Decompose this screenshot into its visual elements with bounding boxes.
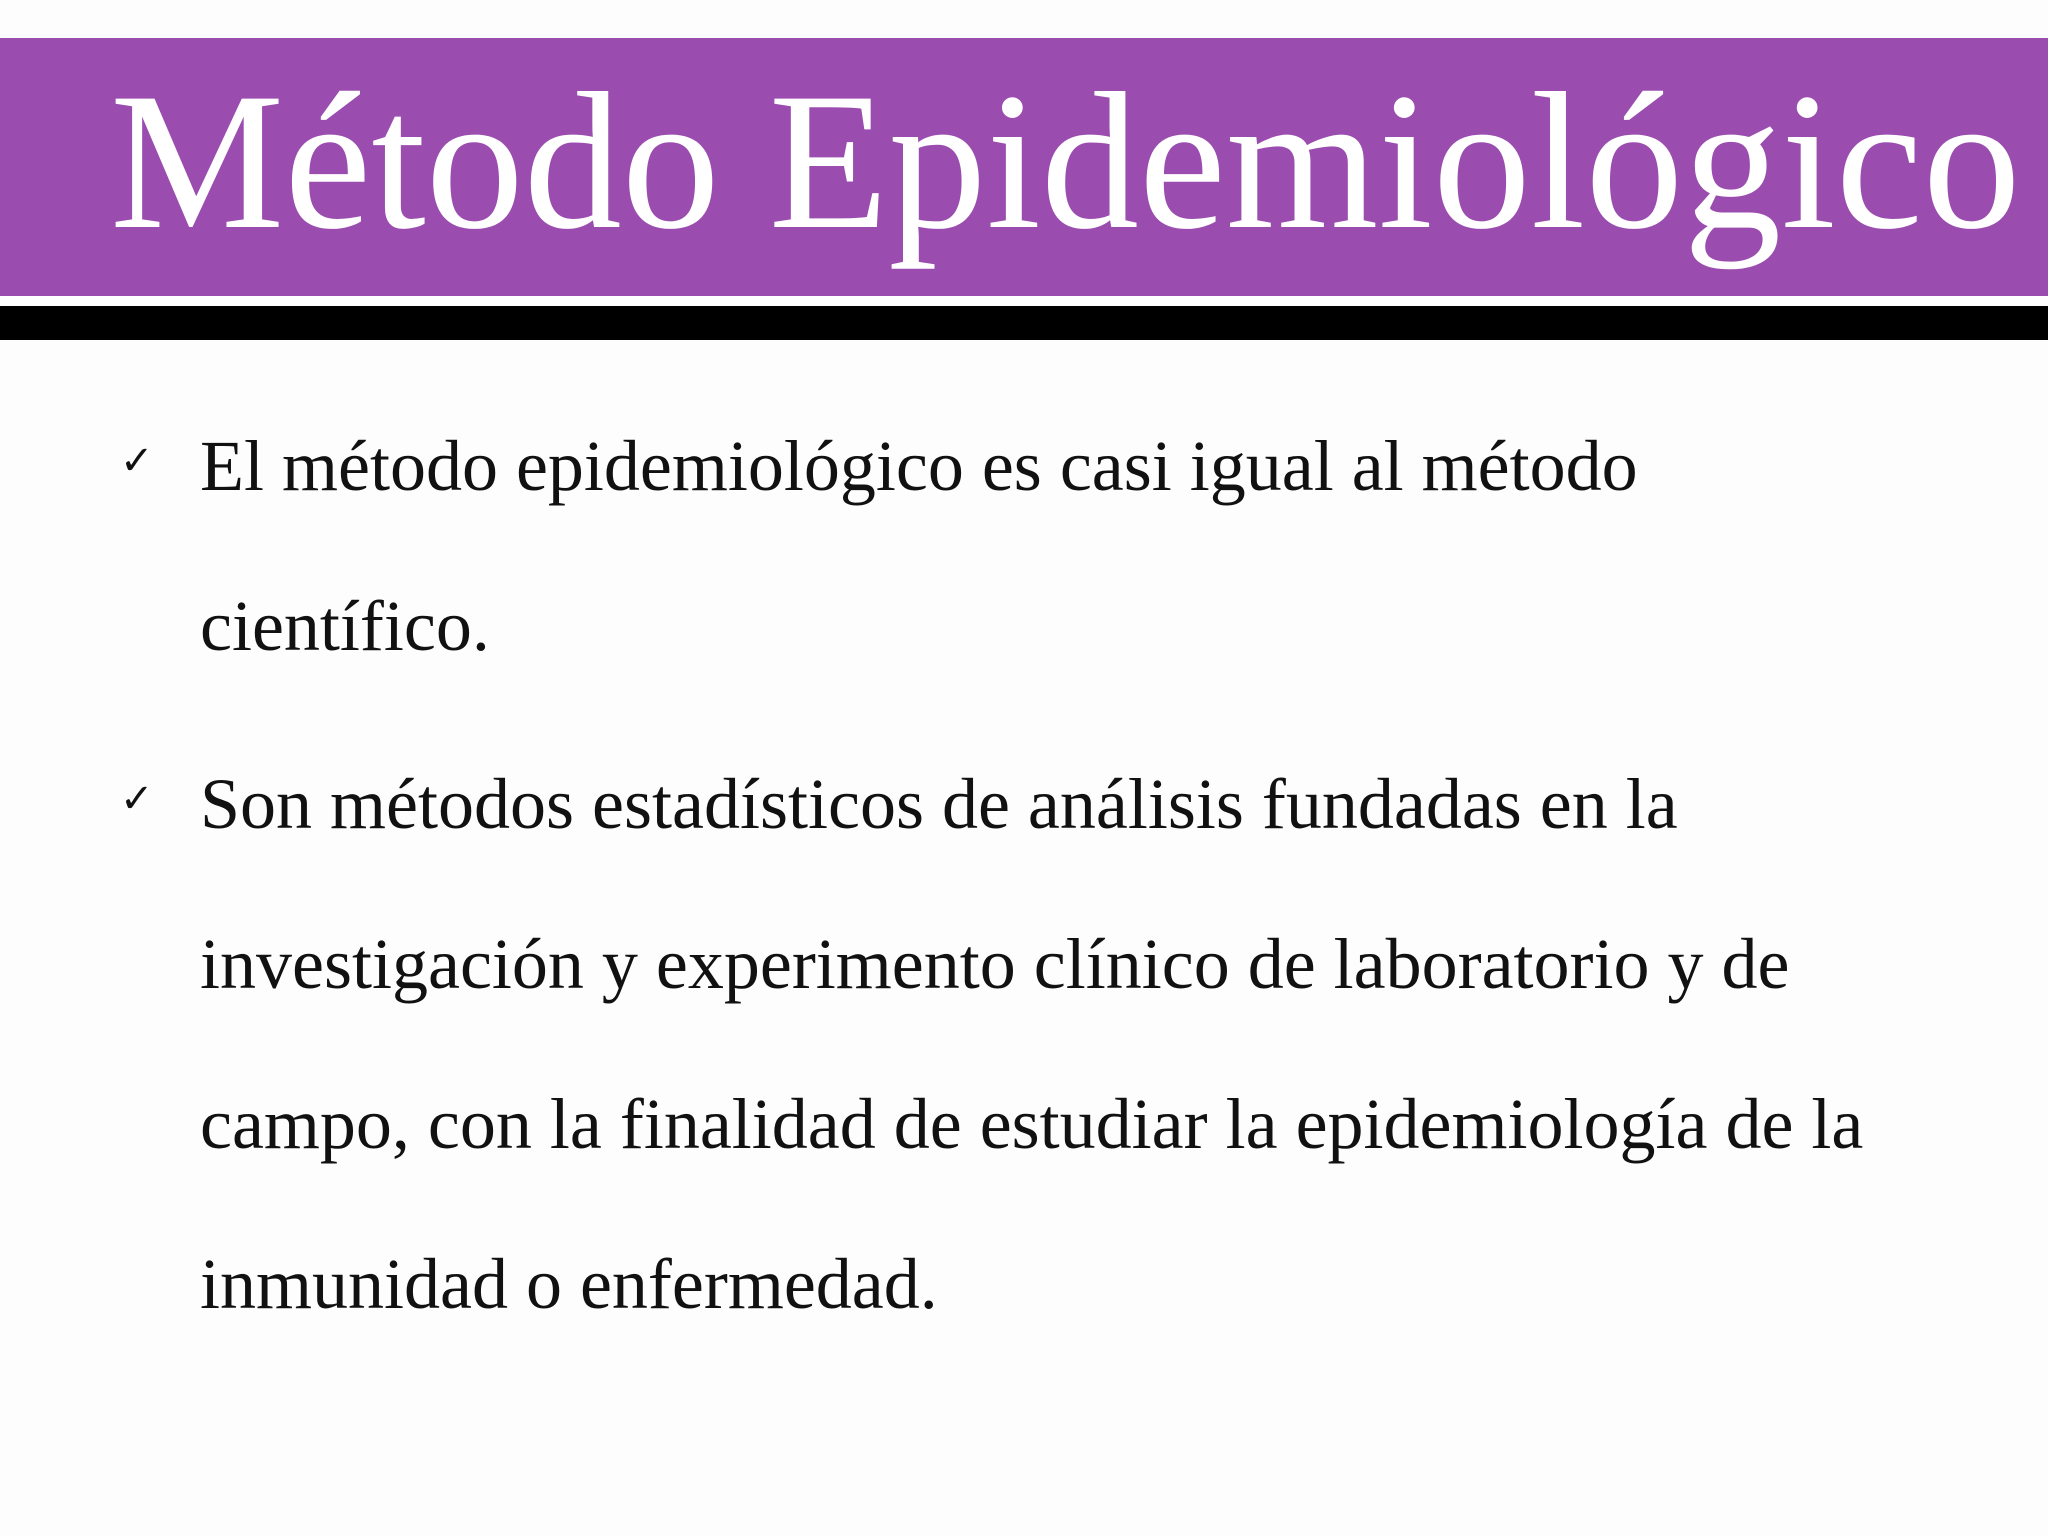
- title-separator-gap: [0, 296, 2048, 306]
- bullet-line: científico.: [200, 586, 490, 666]
- slide-title: Método Epidemiológico: [110, 53, 2021, 270]
- bullet-line: El método epidemiológico es casi igual al método: [200, 426, 1638, 506]
- bullet-line: inmunidad o enfermedad.: [200, 1244, 938, 1324]
- bullet-line: investigación y experimento clínico de laboratorio y de: [200, 924, 1790, 1004]
- bullet-line: Son métodos estadísticos de análisis fundadas en la: [200, 764, 1678, 844]
- checkmark-icon: ✓: [120, 776, 154, 822]
- bullet-line: campo, con la finalidad de estudiar la epidemiología de la: [200, 1084, 1864, 1164]
- title-underline-rule: [0, 306, 2048, 340]
- checkmark-icon: ✓: [120, 438, 154, 484]
